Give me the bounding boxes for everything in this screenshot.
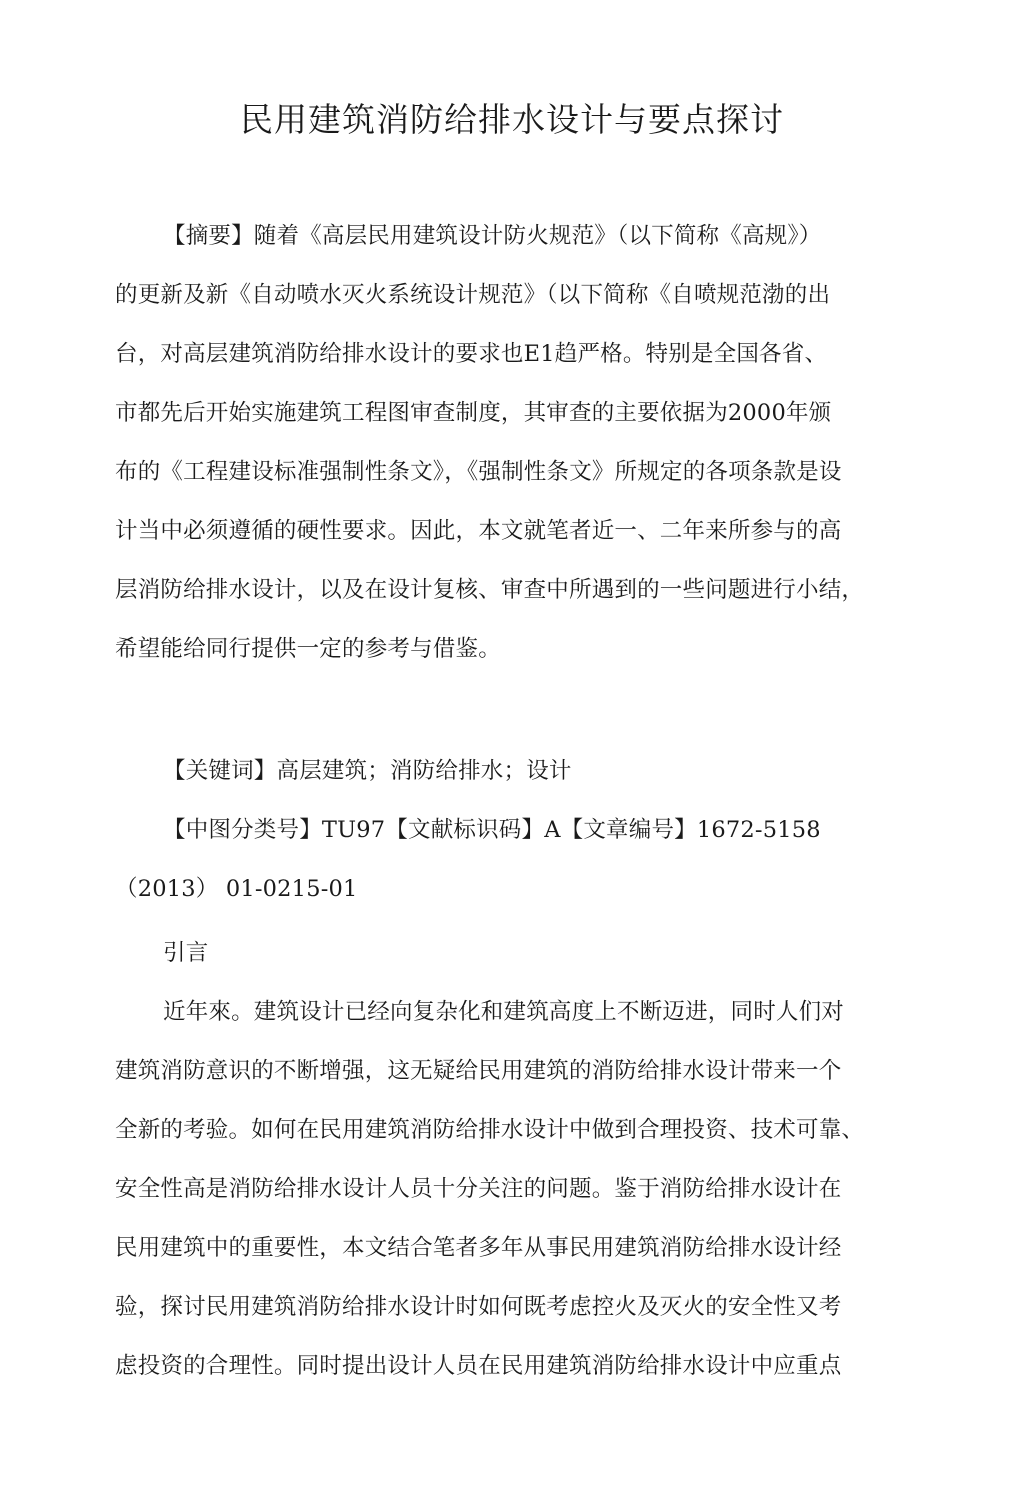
intro-heading: 引言 bbox=[163, 940, 209, 966]
classification-line: 【中图分类号】TU97【文献标识码】A【文章编号】1672-5158 bbox=[163, 817, 821, 843]
intro-line: 近年來。建筑设计已经向复杂化和建筑高度上不断迈进，同时人们对 bbox=[163, 999, 845, 1025]
abstract-line: 台，对高层建筑消防给排水设计的要求也E1趋严格。特别是全国各省、 bbox=[115, 341, 828, 367]
intro-line: 民用建筑中的重要性，本文结合笔者多年从事民用建筑消防给排水设计经 bbox=[115, 1235, 842, 1261]
keywords-line: 【关键词】高层建筑；消防给排水；设计 bbox=[163, 758, 572, 784]
abstract-line: 布的《工程建设标准强制性条文》，《强制性条文》所规定的各项条款是设 bbox=[115, 459, 842, 485]
document-title: 民用建筑消防给排水设计与要点探讨 bbox=[240, 100, 784, 139]
abstract-line: 希望能给同行提供一定的参考与借鉴。 bbox=[115, 636, 501, 662]
abstract-line: 层消防给排水设计，以及在设计复核、审查中所遇到的一些问题进行小结， bbox=[115, 577, 865, 603]
classification-line: （2013） 01-0215-01 bbox=[115, 876, 358, 902]
abstract-line: 的更新及新《自动喷水灭火系统设计规范》（以下简称《自喷规范渤的出 bbox=[115, 282, 831, 308]
abstract-line: 【摘要】随着《高层民用建筑设计防火规范》（以下简称《高规》） bbox=[163, 223, 822, 249]
intro-line: 验，探讨民用建筑消防给排水设计时如何既考虑控火及灭火的安全性又考 bbox=[115, 1294, 842, 1320]
intro-line: 安全性高是消防给排水设计人员十分关注的问题。鉴于消防给排水设计在 bbox=[115, 1176, 842, 1202]
intro-line: 全新的考验。如何在民用建筑消防给排水设计中做到合理投资、技术可靠、 bbox=[115, 1117, 865, 1143]
abstract-line: 市都先后开始实施建筑工程图审查制度，其审查的主要依据为2000年颁 bbox=[115, 400, 832, 426]
intro-line: 虑投资的合理性。同时提出设计人员在民用建筑消防给排水设计中应重点 bbox=[115, 1353, 842, 1379]
intro-line: 建筑消防意识的不断增强，这无疑给民用建筑的消防给排水设计带来一个 bbox=[115, 1058, 842, 1084]
abstract-line: 计当中必须遵循的硬性要求。因此，本文就笔者近一、二年来所参与的高 bbox=[115, 518, 842, 544]
